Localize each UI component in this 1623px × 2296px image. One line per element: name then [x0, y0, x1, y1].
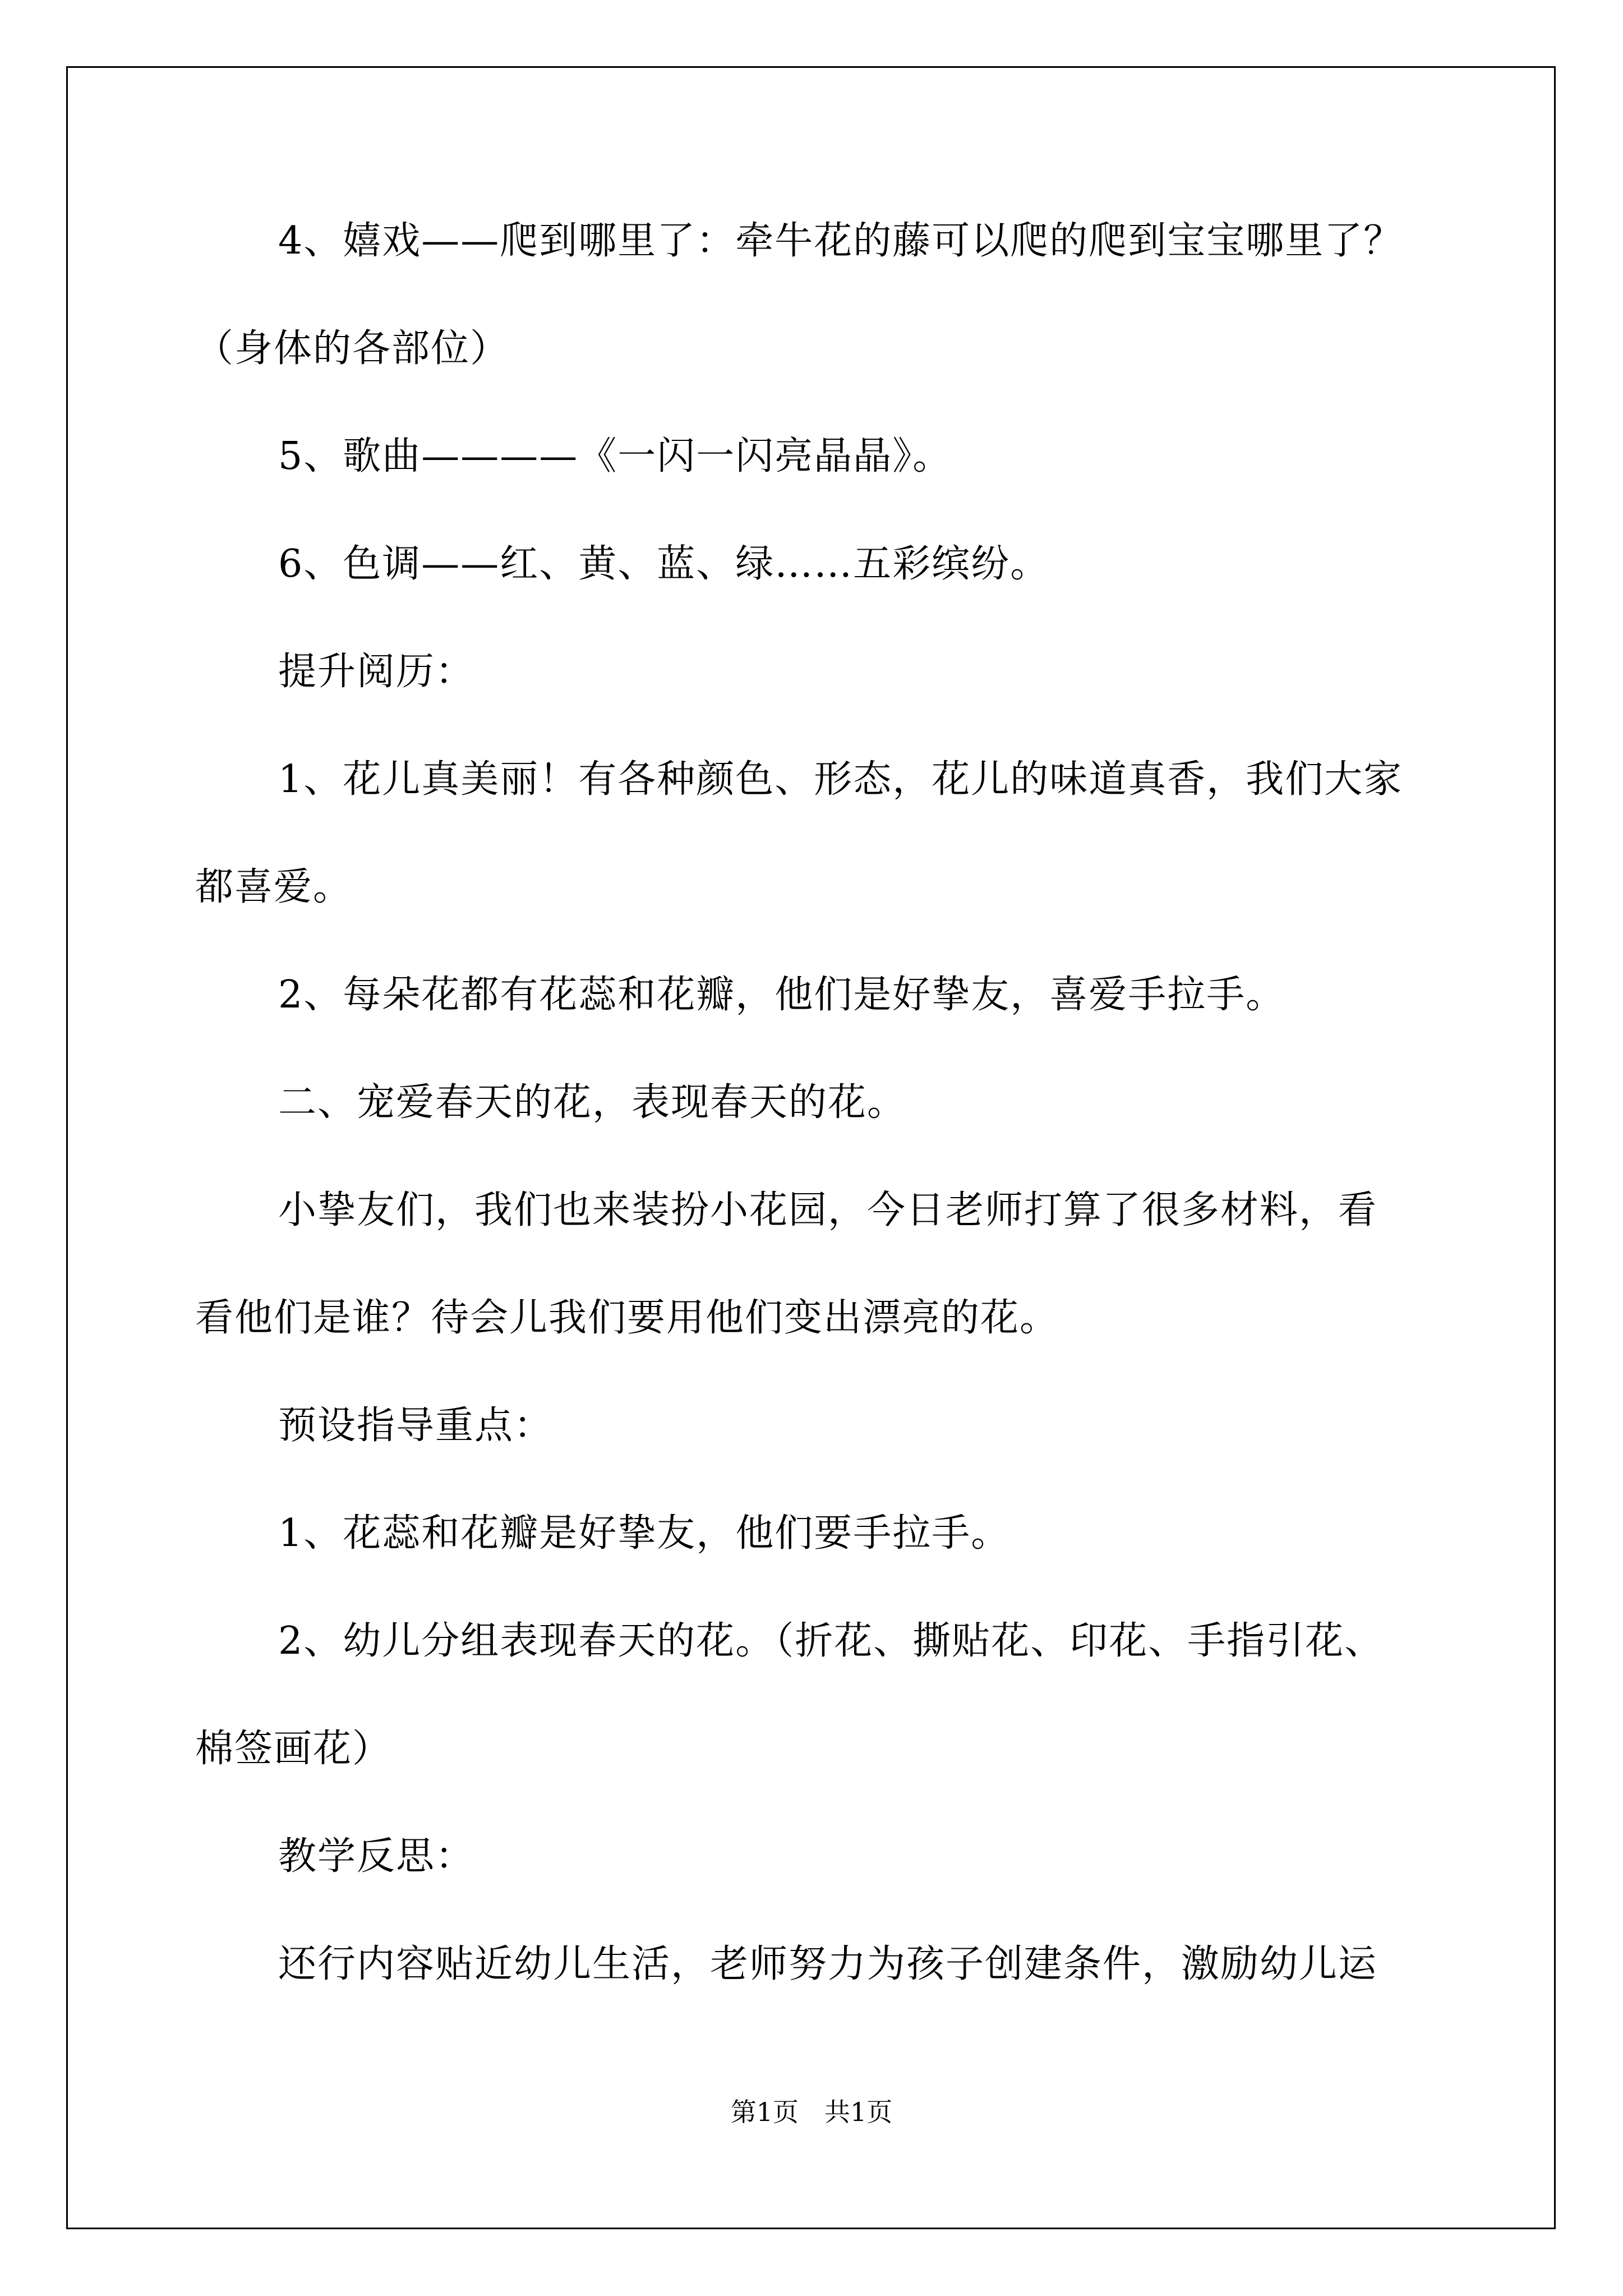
paragraph-line: 2、幼儿分组表现春天的花。（折花、撕贴花、印花、手指引花、: [278, 1619, 1384, 1663]
paragraph-line: （身体的各部位）: [195, 326, 510, 371]
section-heading: 预设指导重点：: [278, 1404, 554, 1448]
section-heading: 教学反思：: [278, 1834, 475, 1879]
paragraph-line: 5、歌曲————《一闪一闪亮晶晶》。: [278, 434, 952, 478]
paragraph-line: 4、嬉戏——爬到哪里了：牵牛花的藤可以爬的爬到宝宝哪里了？: [278, 219, 1403, 263]
paragraph-line: 1、花蕊和花瓣是好挚友，他们要手拉手。: [278, 1511, 1011, 1556]
document-body: [195, 213, 1429, 1993]
paragraph-line: 6、色调——红、黄、蓝、绿……五彩缤纷。: [278, 542, 1050, 586]
paragraph-line: 2、每朵花都有花蕊和花瓣，他们是好挚友，喜爱手拉手。: [278, 973, 1285, 1017]
section-heading: 二、宠爱春天的花，表现春天的花。: [278, 1080, 907, 1125]
section-heading: 提升阅历：: [278, 650, 475, 694]
paragraph-line: 看他们是谁？待会儿我们要用他们变出漂亮的花。: [195, 1296, 1059, 1340]
paragraph-line: 1、花儿真美丽！有各种颜色、形态，花儿的味道真香，我们大家: [278, 757, 1403, 802]
paragraph-line: 棉签画花）: [195, 1727, 392, 1771]
paragraph-line: 都喜爱。: [195, 865, 353, 909]
paragraph-line: 还行内容贴近幼儿生活，老师努力为孩子创建条件，激励幼儿运: [278, 1942, 1378, 1986]
paragraph-line: 小挚友们，我们也来装扮小花园，今日老师打算了很多材料，看: [278, 1188, 1378, 1232]
page-number: 第1页 共1页: [730, 2097, 893, 2127]
